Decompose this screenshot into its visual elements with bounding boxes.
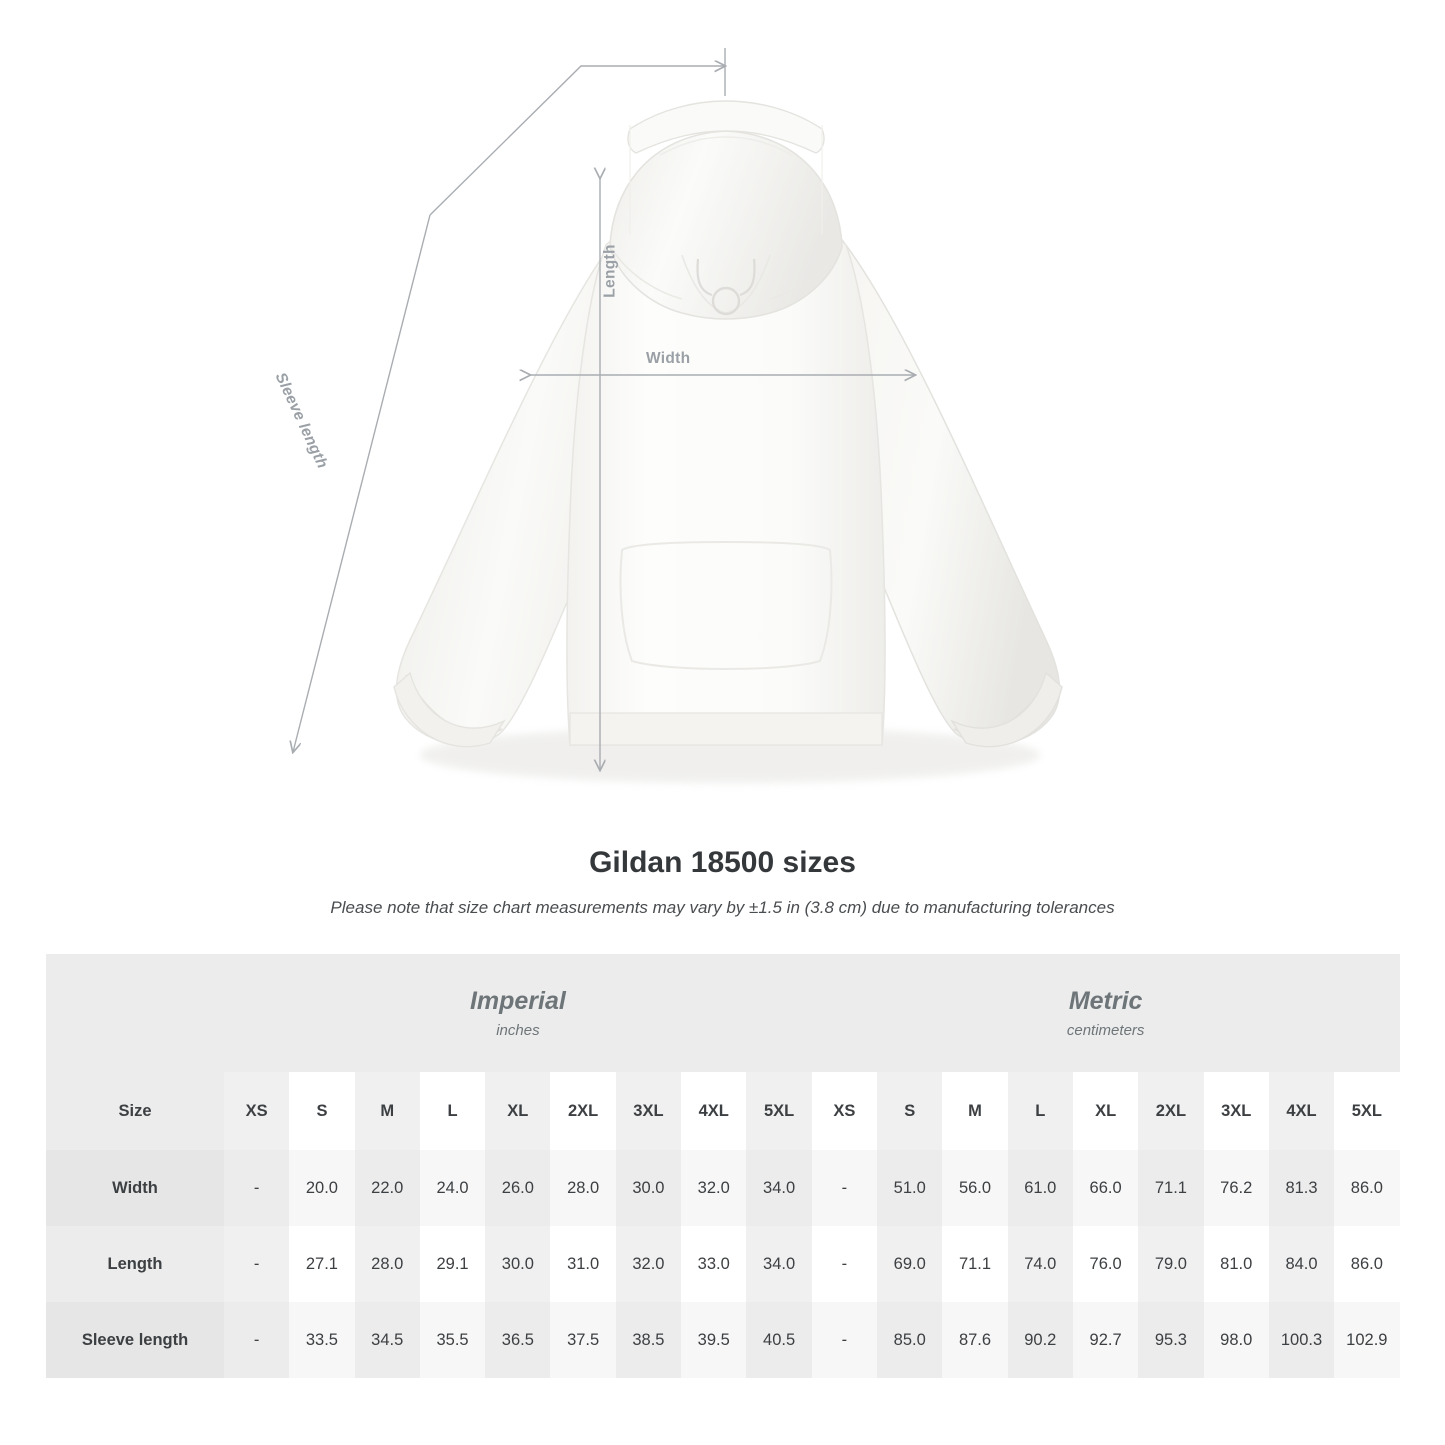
cell-length-metric-s: 69.0 xyxy=(877,1226,942,1302)
size-header-metric-2xl: 2XL xyxy=(1138,1072,1203,1150)
size-header-imperial-xs: XS xyxy=(224,1072,289,1150)
label-length: Length xyxy=(601,244,619,298)
size-header-metric-xs: XS xyxy=(812,1072,877,1150)
cell-sleeve-imperial-2xl: 37.5 xyxy=(550,1302,615,1378)
cell-sleeve-metric-5xl: 102.9 xyxy=(1334,1302,1399,1378)
label-sleeve-length: Sleeve length xyxy=(271,370,331,472)
size-table xyxy=(46,954,1400,1378)
cell-length-metric-5xl: 86.0 xyxy=(1334,1226,1399,1302)
size-header-metric-m: M xyxy=(942,1072,1007,1150)
cell-sleeve-imperial-xs: - xyxy=(224,1302,289,1378)
size-header-imperial-2xl: 2XL xyxy=(550,1072,615,1150)
cell-length-imperial-xs: - xyxy=(224,1226,289,1302)
size-header-imperial-4xl: 4XL xyxy=(681,1072,746,1150)
cell-width-imperial-xl: 26.0 xyxy=(485,1150,550,1226)
size-header-metric-5xl: 5XL xyxy=(1334,1072,1399,1150)
cell-length-metric-2xl: 79.0 xyxy=(1138,1226,1203,1302)
unit-group-imperial xyxy=(224,954,812,1072)
cell-sleeve-metric-4xl: 100.3 xyxy=(1269,1302,1334,1378)
size-table-wrap xyxy=(46,954,1399,1378)
table-row xyxy=(46,1302,1400,1378)
cell-width-metric-xl: 66.0 xyxy=(1073,1150,1138,1226)
size-header-metric-s: S xyxy=(877,1072,942,1150)
cell-sleeve-metric-xs: - xyxy=(812,1302,877,1378)
unit-header-row xyxy=(46,954,1400,1072)
cell-length-metric-xl: 76.0 xyxy=(1073,1226,1138,1302)
cell-sleeve-imperial-m: 34.5 xyxy=(355,1302,420,1378)
cell-sleeve-metric-s: 85.0 xyxy=(877,1302,942,1378)
cell-width-imperial-m: 22.0 xyxy=(355,1150,420,1226)
row-label-sleeve-length: Sleeve length xyxy=(46,1302,224,1378)
unit-group-metric-name: Metric xyxy=(1068,987,1143,1016)
cell-sleeve-metric-3xl: 98.0 xyxy=(1204,1302,1269,1378)
row-label-width: Width xyxy=(46,1150,224,1226)
cell-length-metric-xs: - xyxy=(812,1226,877,1302)
hoodie-image xyxy=(330,95,1120,795)
size-header-label: Size xyxy=(46,1072,224,1150)
size-header-metric-4xl: 4XL xyxy=(1269,1072,1334,1150)
cell-width-imperial-4xl: 32.0 xyxy=(681,1150,746,1226)
cell-width-imperial-l: 24.0 xyxy=(420,1150,485,1226)
unit-header-spacer xyxy=(46,954,224,1072)
table-row xyxy=(46,1150,1400,1226)
hoodie-svg xyxy=(330,95,1120,795)
cell-sleeve-metric-l: 90.2 xyxy=(1008,1302,1073,1378)
cell-sleeve-imperial-5xl: 40.5 xyxy=(746,1302,811,1378)
cell-length-metric-3xl: 81.0 xyxy=(1204,1226,1269,1302)
cell-length-imperial-s: 27.1 xyxy=(289,1226,354,1302)
cell-sleeve-metric-xl: 92.7 xyxy=(1073,1302,1138,1378)
size-header-imperial-l: L xyxy=(420,1072,485,1150)
size-header-metric-3xl: 3XL xyxy=(1204,1072,1269,1150)
cell-length-metric-4xl: 84.0 xyxy=(1269,1226,1334,1302)
cell-length-imperial-4xl: 33.0 xyxy=(681,1226,746,1302)
size-header-metric-l: L xyxy=(1008,1072,1073,1150)
row-label-length: Length xyxy=(46,1226,224,1302)
unit-group-imperial-sub: inches xyxy=(496,1021,540,1039)
cell-sleeve-imperial-3xl: 38.5 xyxy=(616,1302,681,1378)
cell-width-imperial-s: 20.0 xyxy=(289,1150,354,1226)
cell-width-metric-4xl: 81.3 xyxy=(1269,1150,1334,1226)
cell-width-metric-2xl: 71.1 xyxy=(1138,1150,1203,1226)
cell-length-metric-l: 74.0 xyxy=(1008,1226,1073,1302)
cell-sleeve-imperial-4xl: 39.5 xyxy=(681,1302,746,1378)
cell-sleeve-metric-2xl: 95.3 xyxy=(1138,1302,1203,1378)
cell-length-imperial-5xl: 34.0 xyxy=(746,1226,811,1302)
cell-width-metric-l: 61.0 xyxy=(1008,1150,1073,1226)
unit-group-metric xyxy=(812,954,1400,1072)
cell-width-imperial-2xl: 28.0 xyxy=(550,1150,615,1226)
cell-length-imperial-2xl: 31.0 xyxy=(550,1226,615,1302)
size-header-imperial-s: S xyxy=(289,1072,354,1150)
unit-group-metric-sub: centimeters xyxy=(1066,1021,1145,1039)
cell-length-imperial-l: 29.1 xyxy=(420,1226,485,1302)
size-header-imperial-5xl: 5XL xyxy=(746,1072,811,1150)
cell-width-metric-5xl: 86.0 xyxy=(1334,1150,1399,1226)
cell-length-imperial-xl: 30.0 xyxy=(485,1226,550,1302)
size-header-row xyxy=(46,1072,1400,1150)
cell-width-imperial-3xl: 30.0 xyxy=(616,1150,681,1226)
table-row xyxy=(46,1226,1400,1302)
cell-sleeve-metric-m: 87.6 xyxy=(942,1302,1007,1378)
cell-width-metric-xs: - xyxy=(812,1150,877,1226)
page-subtitle: Please note that size chart measurements may vary by ±1.5 in (3.8 cm) due to manufacturing tolerances xyxy=(330,898,1115,917)
size-header-imperial-m: M xyxy=(355,1072,420,1150)
size-header-imperial-3xl: 3XL xyxy=(616,1072,681,1150)
unit-group-imperial-name: Imperial xyxy=(469,987,566,1016)
cell-width-imperial-5xl: 34.0 xyxy=(746,1150,811,1226)
label-width: Width xyxy=(646,350,691,367)
cell-length-imperial-m: 28.0 xyxy=(355,1226,420,1302)
cell-width-metric-s: 51.0 xyxy=(877,1150,942,1226)
size-header-metric-xl: XL xyxy=(1073,1072,1138,1150)
cell-width-metric-m: 56.0 xyxy=(942,1150,1007,1226)
cell-length-metric-m: 71.1 xyxy=(942,1226,1007,1302)
cell-sleeve-imperial-l: 35.5 xyxy=(420,1302,485,1378)
size-header-imperial-xl: XL xyxy=(485,1072,550,1150)
cell-width-imperial-xs: - xyxy=(224,1150,289,1226)
cell-width-metric-3xl: 76.2 xyxy=(1204,1150,1269,1226)
cell-sleeve-imperial-s: 33.5 xyxy=(289,1302,354,1378)
cell-sleeve-imperial-xl: 36.5 xyxy=(485,1302,550,1378)
page-title: Gildan 18500 sizes xyxy=(589,846,856,879)
cell-length-imperial-3xl: 32.0 xyxy=(616,1226,681,1302)
